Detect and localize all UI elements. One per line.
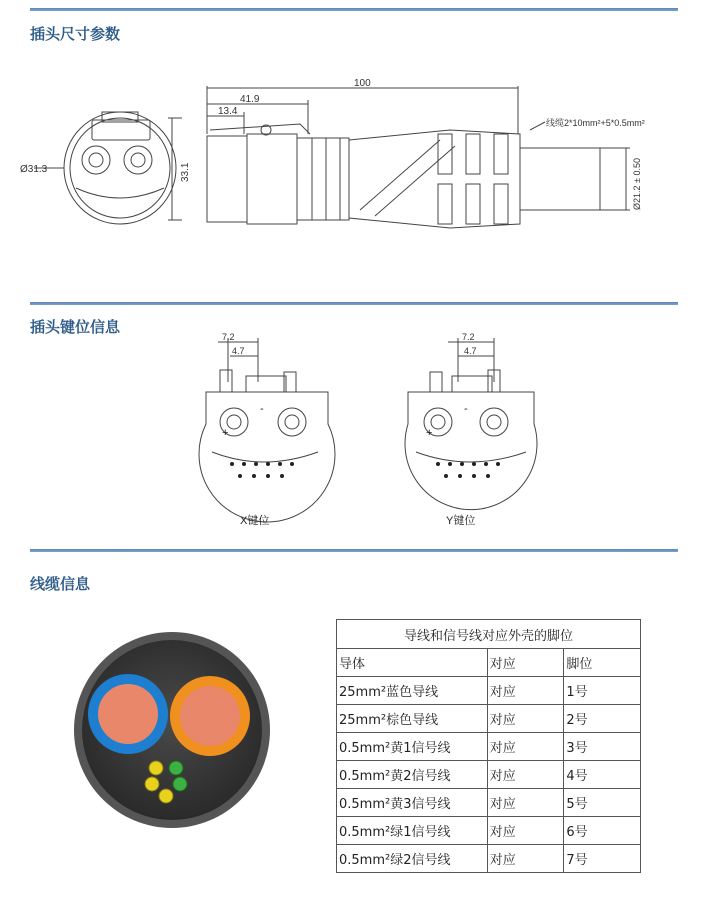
- front-diameter-label: Ø31.3: [20, 164, 48, 175]
- corresponds-cell: 对应: [487, 817, 564, 845]
- section-divider: [30, 549, 678, 552]
- conductor-cell: 25mm²棕色导线: [337, 705, 488, 733]
- length-a-label: 41.9: [240, 94, 260, 105]
- y-keying-drawing: [398, 332, 548, 532]
- green-signal-wire-2: [173, 777, 187, 791]
- length-b-label: 13.4: [218, 106, 238, 117]
- conductor-cell: 0.5mm²黄1信号线: [337, 733, 488, 761]
- section-divider: [30, 302, 678, 305]
- x-keying-label: X键位: [240, 515, 270, 527]
- pin-cell: 4号: [564, 761, 641, 789]
- table-row: [337, 817, 641, 845]
- front-height-label: 33.1: [180, 162, 191, 182]
- x-pin-plus: +: [222, 427, 229, 439]
- corresponds-cell: 对应: [487, 789, 564, 817]
- pin-cell: 3号: [564, 733, 641, 761]
- pin-cell: 5号: [564, 789, 641, 817]
- y-dim-outer: 7.2: [462, 332, 475, 342]
- table-caption: 导线和信号线对应外壳的脚位: [337, 620, 641, 649]
- corresponds-cell: 对应: [487, 677, 564, 705]
- table-row: [337, 733, 641, 761]
- section-divider: [30, 8, 678, 11]
- table-row: [337, 705, 641, 733]
- corresponds-cell: 对应: [487, 845, 564, 873]
- x-keying-drawing: [188, 332, 338, 532]
- yellow-signal-wire-2: [145, 777, 159, 791]
- green-signal-wire-1: [169, 761, 183, 775]
- cable-diameter-label: Ø21.2 ± 0.50: [632, 158, 642, 210]
- blue-conductor-copper: [98, 684, 158, 744]
- pin-cell: 6号: [564, 817, 641, 845]
- yellow-signal-wire-3: [159, 789, 173, 803]
- pin-mapping-table: [336, 619, 641, 873]
- x-dim-outer: 7.2: [222, 332, 235, 342]
- corresponds-cell: 对应: [487, 733, 564, 761]
- header-conductor: 导体: [337, 649, 488, 677]
- section-title-cable: 线缆信息: [30, 575, 91, 593]
- table-row: [337, 677, 641, 705]
- y-keying-label: Y键位: [446, 515, 476, 527]
- table-row: [337, 845, 641, 873]
- conductor-cell: 0.5mm²黄2信号线: [337, 761, 488, 789]
- corresponds-cell: 对应: [487, 705, 564, 733]
- pin-cell: 1号: [564, 677, 641, 705]
- brown-conductor-copper: [180, 686, 240, 746]
- header-corresponds: 对应: [487, 649, 564, 677]
- conductor-cell: 25mm²蓝色导线: [337, 677, 488, 705]
- conductor-cell: 0.5mm²黄3信号线: [337, 789, 488, 817]
- y-pin-minus: -: [464, 403, 468, 415]
- x-pin-minus: -: [260, 403, 264, 415]
- pin-cell: 7号: [564, 845, 641, 873]
- yellow-signal-wire-1: [149, 761, 163, 775]
- table-row: [337, 761, 641, 789]
- table-row: [337, 789, 641, 817]
- overall-length-label: 100: [354, 78, 371, 89]
- pin-cell: 2号: [564, 705, 641, 733]
- corresponds-cell: 对应: [487, 761, 564, 789]
- conductor-cell: 0.5mm²绿1信号线: [337, 817, 488, 845]
- cable-callout-label: 线缆2*10mm²+5*0.5mm²: [546, 118, 645, 128]
- x-dim-inner: 4.7: [232, 346, 245, 356]
- section-title-keying: 插头键位信息: [30, 318, 121, 336]
- header-pin: 脚位: [564, 649, 641, 677]
- conductor-cell: 0.5mm²绿2信号线: [337, 845, 488, 873]
- plug-dimension-drawing: [0, 60, 720, 230]
- y-dim-inner: 4.7: [464, 346, 477, 356]
- section-title-dimensions: 插头尺寸参数: [30, 25, 121, 43]
- cable-cross-section: [72, 630, 272, 830]
- y-pin-plus: +: [426, 427, 433, 439]
